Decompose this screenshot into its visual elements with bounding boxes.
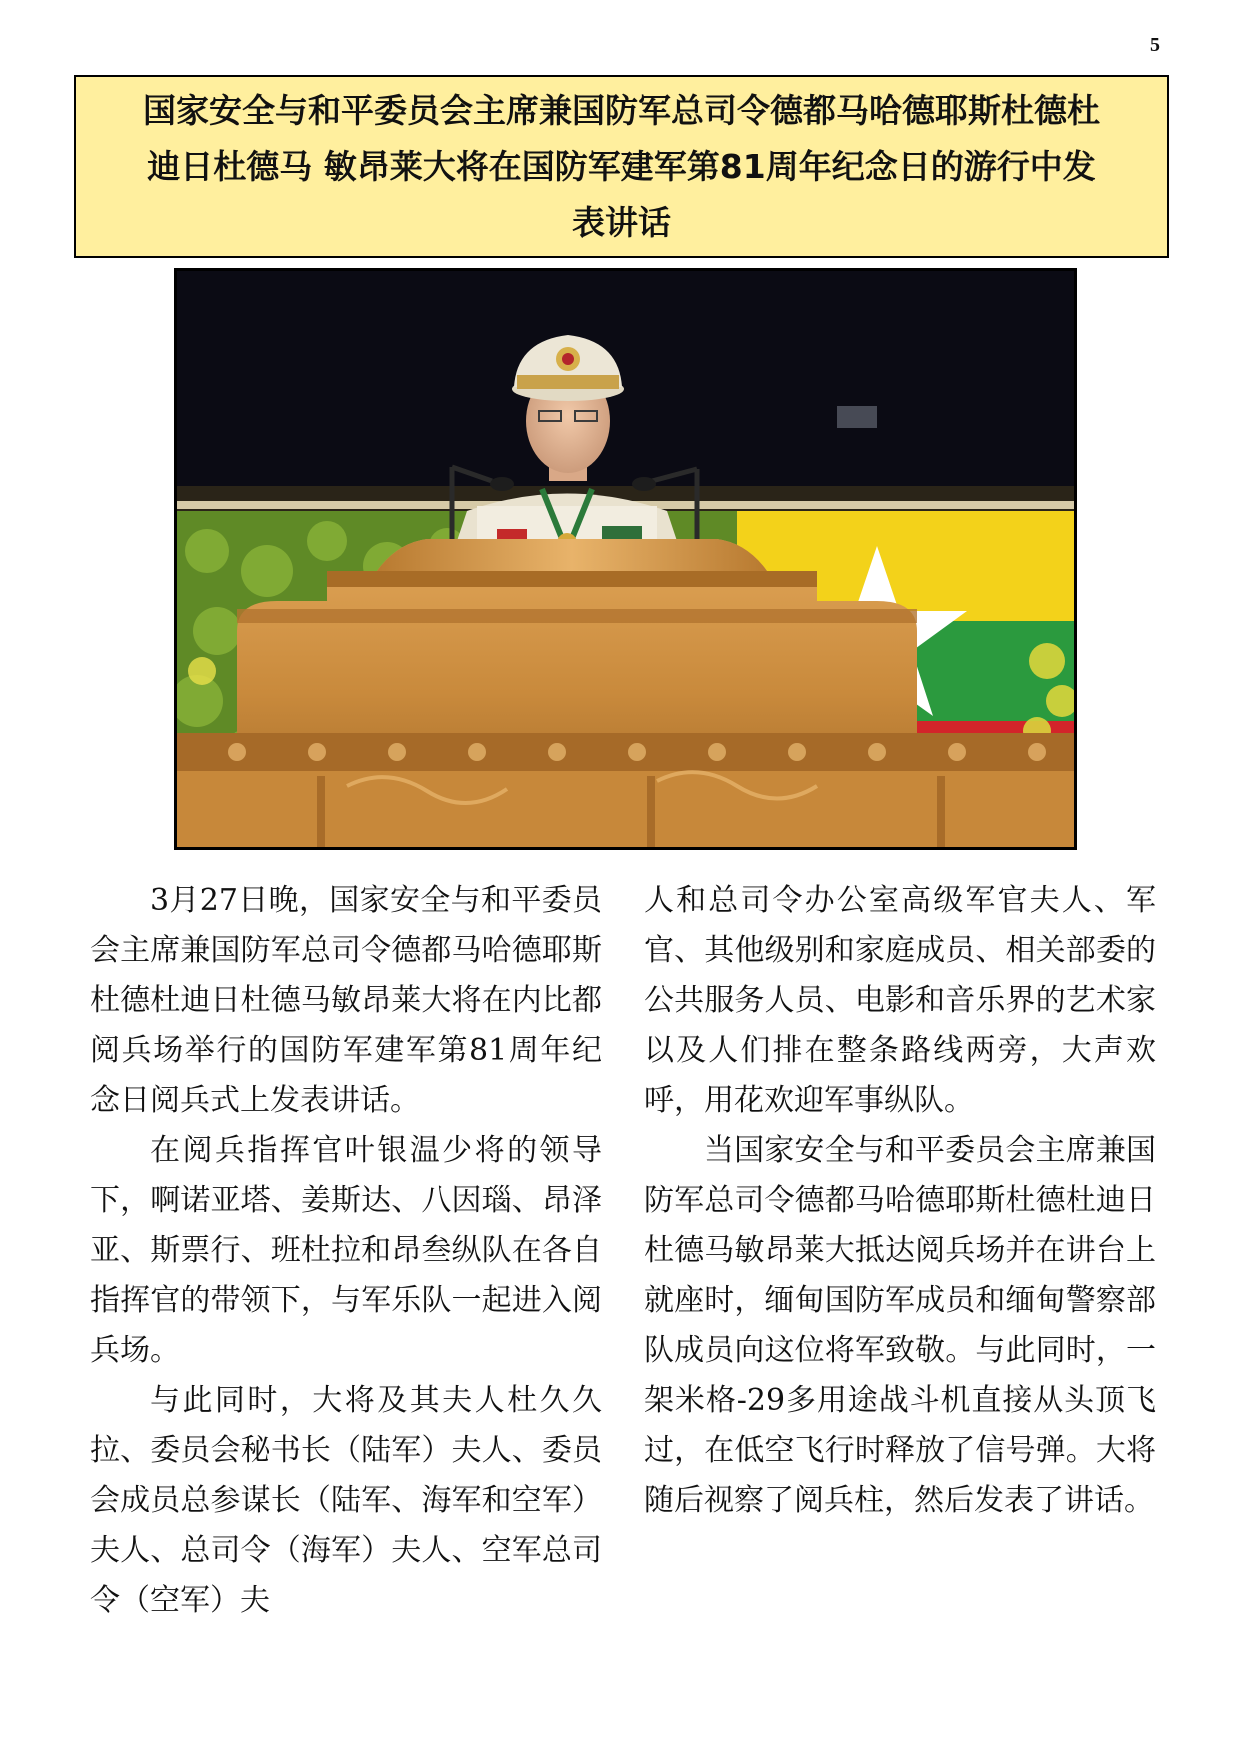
page-number: 5 <box>1150 34 1160 56</box>
headline-line-2: 迪日杜德马 敏昂莱大将在国防军建军第81周年纪念日的游行中发 <box>147 146 1096 186</box>
microphone-icon <box>632 477 656 491</box>
photo-illustration <box>177 271 1074 847</box>
paragraph: 在阅兵指挥官叶银温少将的领导下，啊诺亚塔、姜斯达、八因瑙、昂泽亚、斯票行、班杜拉和昂叁纵队在各自指挥官的带领下，与军乐队一起进入阅兵场。 <box>90 1133 602 1368</box>
microphone-icon <box>490 477 514 491</box>
news-photo <box>174 268 1077 850</box>
paragraph: 与此同时，大将及其夫人杜久久拉、委员会秘书长（陆军）夫人、委员会成员总参谋长（陆军、海军和空军）夫人、总司令（海军）夫人、空军总司令（空军）夫 <box>90 1383 602 1618</box>
headline-line-1: 国家安全与和平委员会主席兼国防军总司令德都马哈德耶斯杜德杜 <box>143 90 1100 130</box>
headline <box>143 83 1100 251</box>
headline-box <box>74 75 1169 258</box>
article-left-column <box>90 876 602 1626</box>
paragraph: 人和总司令办公室高级军官夫人、军官、其他级别和家庭成员、相关部委的公共服务人员、电影和音乐界的艺术家以及人们排在整条路线两旁，大声欢呼，用花欢迎军事纵队。 <box>644 883 1156 1118</box>
article-right-column <box>644 876 1156 1526</box>
paragraph: 3月27日晚，国家安全与和平委员会主席兼国防军总司令德都马哈德耶斯杜德杜迪日杜德马敏昂莱大将在内比都阅兵场举行的国防军建军第81周年纪念日阅兵式上发表讲话。 <box>90 883 602 1118</box>
headline-line-3: 表讲话 <box>572 202 671 242</box>
paragraph: 当国家安全与和平委员会主席兼国防军总司令德都马哈德耶斯杜德杜迪日杜德马敏昂莱大抵达阅兵场并在讲台上就座时，缅甸国防军成员和缅甸警察部队成员向这位将军致敬。与此同时，一架米格-29多用途战斗机直接从头顶飞过，在低空飞行时释放了信号弹。大将随后视察了阅兵柱，然后发表了讲话。 <box>644 1133 1156 1518</box>
